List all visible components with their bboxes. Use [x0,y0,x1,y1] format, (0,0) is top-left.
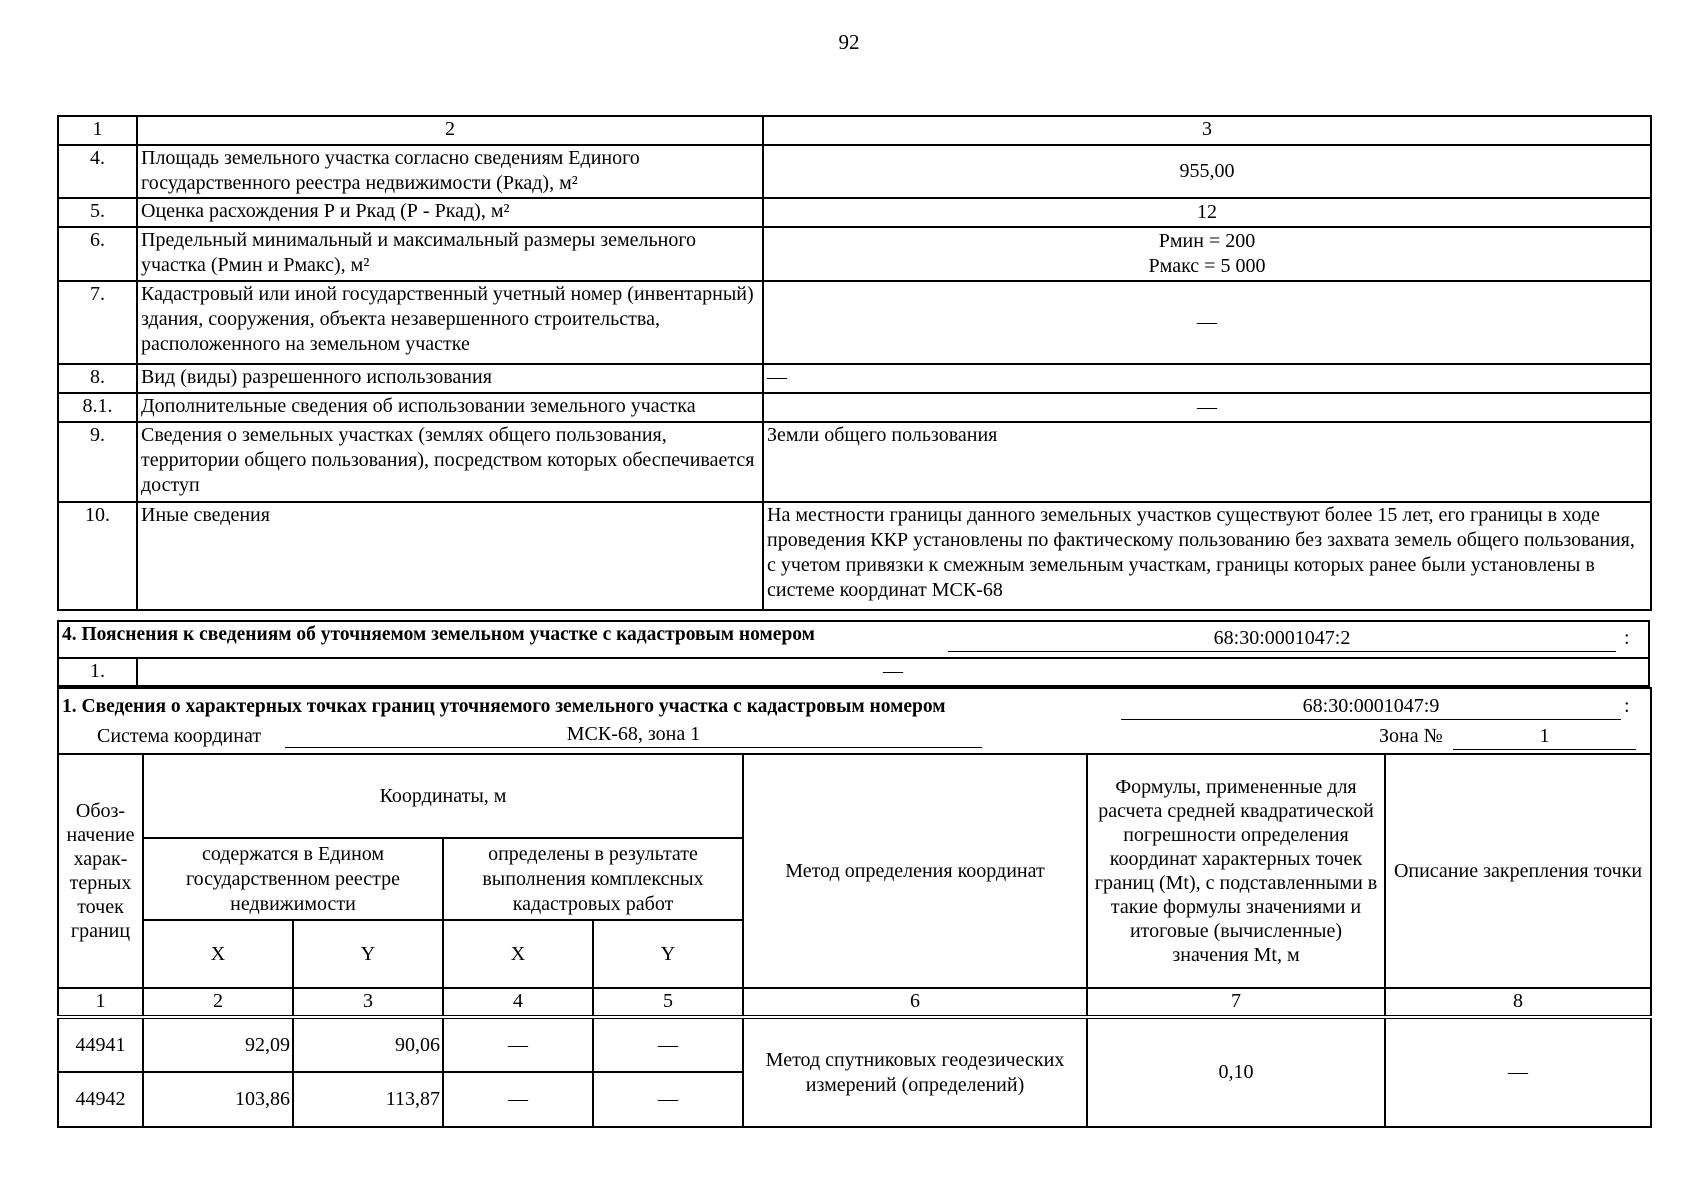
row-value: — [763,393,1651,422]
row-value: Земли общего пользования [763,422,1651,502]
row-number: 9. [58,422,137,502]
coordinates-header: Координаты, м [143,754,743,838]
page-number: 92 [838,30,860,54]
points-table [57,687,1652,1128]
column-number: 4 [443,988,593,1017]
row-value: На местности границы данного земельных участков существуют более 15 лет, его границы в ходе проведения ККР установлены по фактическому пользованию без захвата земель общего пользования, с учетом привязки к смежным земельным участкам, границы которых ранее были установлены в системе координат МСК-68 [763,502,1651,610]
y-egrn-header: Y [293,920,443,988]
column-number: 8 [1385,988,1651,1017]
zone-label: Зона № [1379,725,1443,747]
table-row [58,227,1651,281]
table-row [58,145,1651,198]
row-value: 12 [763,198,1651,227]
coord-system-label: Система координат [97,725,262,747]
table-row [58,658,1649,688]
row-label: Предельный минимальный и максимальный размеры земельного участка (Рмин и Рмакс), м² [137,227,763,281]
egrn-coordinates-header: содержатся в Едином государственном реестре недвижимости [143,838,443,920]
section-1-title: 1. Сведения о характерных точках границ уточняемого земельного участка с кадастровым номером [62,696,946,717]
row-label: Вид (виды) разрешенного использования [137,364,763,393]
table-header-row [58,116,1651,145]
header-col-2: 2 [137,116,763,145]
section-4-title-cell [58,621,1649,658]
row-label: Кадастровый или иной государственный учетный номер (инвентарный) здания, сооружения, объекта незавершенного строительства, расположенного на земельном участке [137,281,763,364]
section-4-table [57,620,1650,689]
row-number: 7. [58,281,137,364]
y-kkr-value: — [593,1072,743,1127]
point-number: 44941 [58,1017,143,1072]
row-number: 8. [58,364,137,393]
x-egrn-value: 103,86 [143,1072,293,1127]
header-col-1: 1 [58,116,137,145]
row-label: Площадь земельного участка согласно сведениям Единого государственного реестра недвижимости (Ркад), м² [137,145,763,198]
kkr-coordinates-header: определены в результате выполнения комплексных кадастровых работ [443,838,743,920]
row-value: — [137,658,1649,688]
y-kkr-header: Y [593,920,743,988]
row-number: 10. [58,502,137,610]
column-number: 7 [1087,988,1385,1017]
section-4-title: 4. Пояснения к сведениям об уточняемом земельном участке с кадастровым номером [62,624,815,645]
row-value: — [763,281,1651,364]
section-1-title-cell [58,688,1651,754]
table-row [58,281,1651,364]
table-row [58,422,1651,502]
zone-value: 1 [1453,724,1636,750]
column-number: 6 [743,988,1087,1017]
row-value: 955,00 [763,145,1651,198]
column-number: 2 [143,988,293,1017]
section-1-colon: : [1624,695,1630,717]
table-row [58,1017,1651,1072]
y-kkr-value: — [593,1017,743,1072]
max-size-value: Рмакс = 5 000 [1148,255,1266,277]
section-4-title-row [58,621,1649,658]
section-4-colon: : [1624,627,1630,649]
column-number: 3 [293,988,443,1017]
section-1-title-row [58,688,1651,754]
row-value [763,227,1651,281]
min-size-value: Рмин = 200 [1158,230,1256,252]
row-label: Дополнительные сведения об использовании земельного участка [137,393,763,422]
method-value: Метод спутниковых геодезических измерений (определений) [743,1017,1087,1127]
points-header-row-1 [58,754,1651,838]
row-number: 4. [58,145,137,198]
row-number: 1. [58,658,137,688]
column-numbers-row [58,988,1651,1017]
mt-value: 0,10 [1087,1017,1385,1127]
row-number: 8.1. [58,393,137,422]
y-egrn-value: 90,06 [293,1017,443,1072]
column-number: 1 [58,988,143,1017]
row-value: — [763,364,1651,393]
formula-header: Формулы, примененные для расчета средней квадратической погрешности определения координат характерных точек границ (Mt), с подставленными в такие формулы значениями и итоговые (вычисленные) значения Mt, м [1087,754,1385,988]
header-col-3: 3 [763,116,1651,145]
x-kkr-value: — [443,1072,593,1127]
row-number: 5. [58,198,137,227]
section-1-cadastral-number: 68:30:0001047:9 [1121,694,1621,720]
table-row [58,198,1651,227]
table-row [58,364,1651,393]
section-1-wrap [57,685,1650,1128]
x-egrn-header: X [143,920,293,988]
method-header: Метод определения координат [743,754,1087,988]
row-label: Оценка расхождения Р и Ркад (Р - Ркад), м² [137,198,763,227]
land-plot-info-table-wrap [57,115,1650,611]
x-kkr-header: X [443,920,593,988]
point-designation-header: Обоз-начение харак-терных точек границ [58,754,143,988]
description-value: — [1385,1017,1651,1127]
section-4-wrap [57,620,1650,689]
section-4-cadastral-number: 68:30:0001047:2 [948,626,1616,652]
coord-system-value: МСК-68, зона 1 [285,722,982,748]
description-header: Описание закрепления точки [1385,754,1651,988]
row-label: Сведения о земельных участках (землях общего пользования, территории общего пользования), посредством которых обеспечивается доступ [137,422,763,502]
row-label: Иные сведения [137,502,763,610]
x-egrn-value: 92,09 [143,1017,293,1072]
land-plot-info-table [57,115,1652,611]
row-number: 6. [58,227,137,281]
point-number: 44942 [58,1072,143,1127]
table-row [58,502,1651,610]
table-row [58,393,1651,422]
y-egrn-value: 113,87 [293,1072,443,1127]
column-number: 5 [593,988,743,1017]
x-kkr-value: — [443,1017,593,1072]
